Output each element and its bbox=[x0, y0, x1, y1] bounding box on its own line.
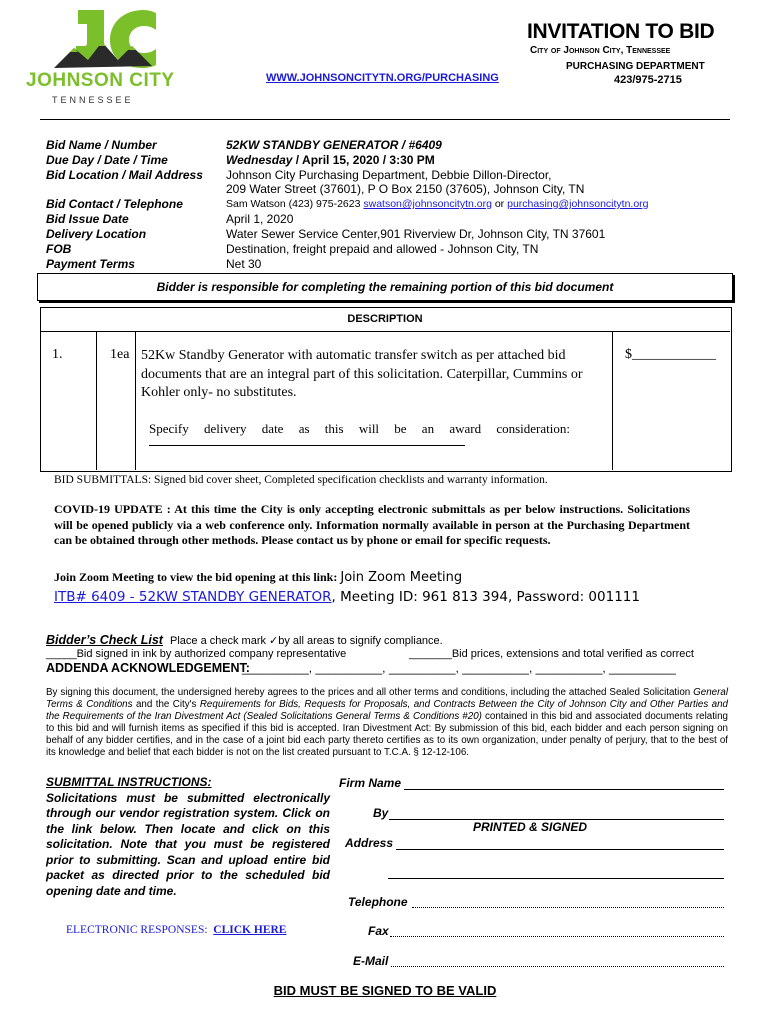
department-phone: 423/975-2715 bbox=[614, 74, 682, 86]
submittal-instructions bbox=[46, 775, 330, 899]
firm-name-label: Firm Name bbox=[339, 776, 402, 790]
header-divider bbox=[40, 119, 730, 120]
department-name: PURCHASING DEPARTMENT bbox=[566, 61, 705, 72]
responsibility-note: Bidder is responsible for completing the remaining portion of this bid document bbox=[156, 280, 614, 294]
fax-label: Fax bbox=[368, 924, 389, 938]
email-field[interactable] bbox=[391, 966, 724, 967]
signature-required-note bbox=[0, 983, 770, 998]
address-field[interactable] bbox=[396, 849, 724, 850]
addenda-fields[interactable]: __________, __________, __________, __________, __________, __________ bbox=[242, 661, 676, 675]
address-label: Address bbox=[345, 836, 394, 850]
zoom-label bbox=[54, 570, 462, 585]
purchasing-url-link[interactable]: WWW.JOHNSONCITYTN.ORG/PURCHASING bbox=[266, 72, 499, 84]
delivery-label: Delivery Location bbox=[46, 227, 147, 241]
covid-update: COVID-19 UPDATE : At this time the City is only accepting electronic submittals as per below instructions. Solicitations will be opened publicly via a web conference only. Information normally available in person at the Purchasing Department can be obtained through other methods. Please contact us by phone or email for specific requests. bbox=[54, 502, 690, 547]
bid-name-label: Bid Name / Number bbox=[46, 138, 157, 152]
submittal-instructions-text: Solicitations must be submitted electronically through our vendor registration system. Click on the link below. Then locate and click on this solicitation. Note that you must be registered prior to submitting. Scan and upload entire bid packet as directed prior to the scheduled bid opening date and time. bbox=[46, 790, 330, 898]
due-value bbox=[226, 153, 435, 167]
issue-date-label: Bid Issue Date bbox=[46, 212, 129, 226]
agreement-part: General Terms & Conditions bbox=[46, 687, 728, 710]
delivery-value: Water Sewer Service Center,901 Riverview Dr, Johnson City, TN 37601 bbox=[226, 227, 606, 241]
signature-required-text: BID MUST BE SIGNED TO BE VALID bbox=[273, 983, 497, 998]
due-date-time: / April 15, 2020 / 3:30 PM bbox=[292, 153, 435, 167]
contact-or: or bbox=[494, 198, 505, 210]
zoom-meeting-id: , Meeting ID: 961 813 394, Password: 001111 bbox=[331, 589, 640, 605]
item-description: 52Kw Standby Generator with automatic transfer switch as per attached bid documents that are an integral part of this solicitation. Caterpillar, Cummins or Kohler only- no substitutes. bbox=[141, 348, 583, 400]
logo-state: TENNESSEE bbox=[52, 95, 134, 105]
due-label: Due Day / Date / Time bbox=[46, 153, 168, 167]
item-quantity: 1ea bbox=[110, 347, 130, 362]
logo-city-name: JOHNSON CITY bbox=[26, 70, 175, 91]
column-divider bbox=[135, 331, 136, 470]
agreement-part: Requirements for Bids, Requests for Proposals, and Contracts Between the City of Johnson City and Other Parties and the Requirements of the Iran Divestment Act (Sealed Solicitations General Terms & Conditions #20) bbox=[46, 699, 729, 722]
purchasing-email-link[interactable]: purchasing@johnsoncitytn.org bbox=[507, 198, 649, 210]
printed-signed-label: PRINTED & SIGNED bbox=[473, 820, 588, 834]
fob-value: Destination, freight prepaid and allowed - Johnson City, TN bbox=[226, 242, 539, 256]
due-day: Wednesday bbox=[226, 153, 293, 167]
zoom-label-text: Join Zoom Meeting to view the bid opening at this link: bbox=[54, 570, 338, 584]
click-here-link[interactable]: CLICK HERE bbox=[213, 924, 287, 936]
agreement-part: and the City's bbox=[132, 699, 200, 710]
contact-name: Sam Watson (423) 975-2623 bbox=[226, 198, 361, 210]
electronic-responses bbox=[66, 924, 286, 936]
zoom-meeting-link[interactable]: ITB# 6409 - 52KW STANDBY GENERATOR bbox=[54, 589, 332, 605]
column-divider bbox=[612, 331, 613, 470]
address-field-2[interactable] bbox=[388, 878, 724, 879]
addenda-label: ADDENDA ACKNOWLEDGEMENT: bbox=[46, 661, 250, 675]
payment-value: Net 30 bbox=[226, 257, 262, 271]
checklist-instruction: Place a check mark ✓by all areas to signify compliance. bbox=[170, 635, 443, 647]
agreement-text bbox=[46, 687, 728, 759]
responsibility-box bbox=[37, 273, 733, 301]
item-price-field[interactable]: $____________ bbox=[625, 347, 716, 362]
delivery-date-field[interactable] bbox=[149, 445, 465, 446]
email-label: E-Mail bbox=[353, 954, 389, 968]
page-title: INVITATION TO BID bbox=[527, 20, 715, 43]
agreement-part: contained in this bid and associated documents relating to this bid and will furnish items as specified if this bid is accepted. Iran Divestment Act: By submission of this bid, each bidder and each person signing on behalf of any bidder certifies, and in the case of a joint bid each party thereto certifies as to its own organization, under penalty of perjury, that to the best of its knowledge and belief that each bidder is not on the list created pursuant to T.C.A. § 12-12-106. bbox=[46, 711, 728, 758]
zoom-meeting-info bbox=[54, 589, 640, 605]
location-label: Bid Location / Mail Address bbox=[46, 168, 203, 182]
fob-label: FOB bbox=[46, 242, 72, 256]
description-header: DESCRIPTION bbox=[40, 307, 730, 332]
telephone-field[interactable] bbox=[412, 907, 724, 908]
column-divider bbox=[96, 331, 97, 470]
location-line-1: Johnson City Purchasing Department, Debbie Dillon-Director, bbox=[226, 168, 552, 182]
city-name: City of Johnson City, Tennessee bbox=[530, 45, 671, 56]
firm-name-field[interactable] bbox=[404, 789, 724, 790]
by-label: By bbox=[373, 806, 389, 820]
checklist-item-signed[interactable]: _____Bid signed in ink by authorized company representative bbox=[46, 648, 347, 660]
electronic-responses-label: ELECTRONIC RESPONSES: bbox=[66, 924, 208, 936]
checklist-title: Bidder’s Check List bbox=[46, 633, 163, 647]
item-number: 1. bbox=[52, 347, 63, 362]
bid-submittals: BID SUBMITTALS: Signed bid cover sheet, Completed specification checklists and warranty information. bbox=[54, 474, 548, 486]
contact-email-link[interactable]: swatson@johnsoncitytn.org bbox=[363, 198, 492, 210]
telephone-label: Telephone bbox=[348, 895, 408, 909]
zoom-meeting-text: Join Zoom Meeting bbox=[340, 570, 463, 585]
submittal-instructions-title: SUBMITTAL INSTRUCTIONS: bbox=[46, 775, 212, 789]
delivery-date-prompt: Specify delivery date as this will be an award consideration: bbox=[149, 421, 570, 436]
contact-value bbox=[226, 198, 649, 210]
location-line-2: 209 Water Street (37601), P O Box 2150 (37605), Johnson City, TN bbox=[226, 182, 585, 196]
checklist-item-prices[interactable]: _______Bid prices, extensions and total verified as correct bbox=[409, 648, 694, 660]
fax-field[interactable] bbox=[390, 936, 724, 937]
contact-label: Bid Contact / Telephone bbox=[46, 197, 183, 211]
agreement-part: By signing this document, the undersigned hereby agrees to the prices and all other terms and conditions, including the attached Sealed Solicitation bbox=[46, 687, 694, 698]
payment-label: Payment Terms bbox=[46, 257, 135, 271]
bid-name-value: 52KW STANDBY GENERATOR / #6409 bbox=[226, 138, 442, 152]
issue-date-value: April 1, 2020 bbox=[226, 212, 294, 226]
